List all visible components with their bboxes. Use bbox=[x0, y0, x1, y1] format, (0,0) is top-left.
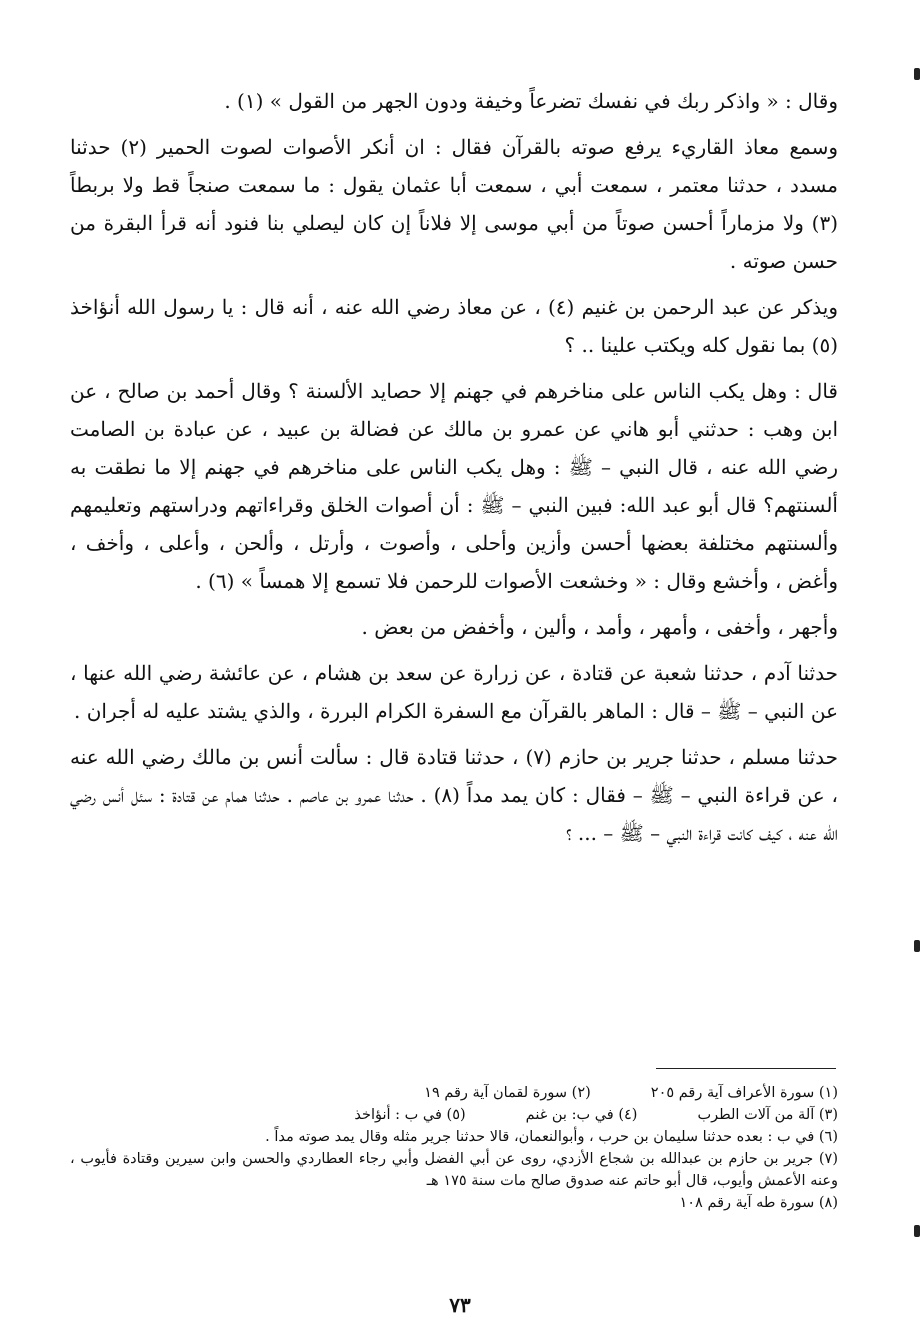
footnote-row bbox=[70, 1082, 838, 1104]
paragraph: حدثنا مسلم ، حدثنا جرير بن حازم (٧) ، حدثنا قتادة قال : سألت أنس بن مالك رضي الله عنه ، عن قراءة النبي – ﷺ – فقال : كان يمد مداً (٨) . حدثنا عمرو بن عاصم . حدثنا همام عن قتادة : سئل أنس رضي الله عنه ، كيف كانت قراءة النبي – ﷺ – ... ؟ bbox=[70, 745, 838, 845]
scan-edge-mark bbox=[914, 940, 920, 952]
footnote-7: (٧) جرير بن حازم بن عبدالله بن شجاع الأزدي، روى عن أبي الفضل وأبي رجاء العطاردي والحسن وابن سيرين وقتادة فأيوب ، وعنه الأعمش وأيوب، قال أبو حاتم عنه صدوق صالح مات سنة ١٧٥ هـ bbox=[70, 1151, 838, 1189]
footnote-5: (٥) في ب : أنؤاخذ bbox=[354, 1107, 466, 1123]
footnote-1: (١) سورة الأعراف آية رقم ٢٠٥ bbox=[650, 1085, 838, 1101]
paragraph: حدثنا آدم ، حدثنا شعبة عن قتادة ، عن زرارة عن سعد بن هشام ، عن عائشة رضي الله عنها ، عن النبي – ﷺ – قال : الماهر بالقرآن مع السفرة الكرام البررة ، والذي يشتد عليه له أجران . bbox=[70, 661, 838, 723]
paragraph: وسمع معاذ القاريء يرفع صوته بالقرآن فقال : ان أنكر الأصوات لصوت الحمير (٢) حدثنا مسدد ، حدثنا معتمر ، سمعت أبي ، سمعت أبا عثمان يقول : ما سمعت صنجاً قط ولا بربطاً (٣) ولا مزماراً أحسن صوتاً من أبي موسى إلا فلاناً إن كان ليصلي بنا فنود أنه قرأ البقرة من حسن صوته . bbox=[70, 135, 839, 273]
footnotes bbox=[70, 1082, 838, 1214]
main-text bbox=[70, 82, 838, 860]
paragraph: وقال : « واذكر ربك في نفسك تضرعاً وخيفة ودون الجهر من القول » (١) . bbox=[224, 89, 838, 113]
page-number: ٧٣ bbox=[449, 1293, 471, 1317]
footnote-6: (٦) في ب : بعده حدثنا سليمان بن حرب ، وأبوالنعمان، قالا حدثنا جرير مثله وقال يمد صوته مداً . bbox=[265, 1129, 838, 1145]
paragraph: وأجهر ، وأخفى ، وأمهر ، وأمد ، وألين ، وأخفض من بعض . bbox=[361, 615, 838, 639]
footnote-4: (٤) في ب: بن غنم bbox=[525, 1107, 638, 1123]
footnote-2: (٢) سورة لقمان آية رقم ١٩ bbox=[424, 1085, 591, 1101]
footnote-row bbox=[70, 1104, 838, 1126]
paragraph: قال : وهل يكب الناس على مناخرهم في جهنم إلا حصايد الألسنة ؟ وقال أحمد بن صالح ، عن ابن وهب : حدثني أبو هاني عن عمرو بن مالك عن فضالة بن عبيد ، عن عبادة بن الصامت رضي الله عنه ، قال النبي – ﷺ : وهل يكب الناس على مناخرهم في جهنم إلا ما نطقت به ألسنتهم؟ قال أبو عبد الله: فبين النبي – ﷺ : أن أصوات الخلق وقراءاتهم ودراستهم وتعليمهم وألسنتهم مختلفة بعضها أحسن وأزين وأحلى ، وأصوت ، وأرتل ، وألحن ، وأعلى ، وأخف ، وأغض ، وأخشع وقال : « وخشعت الأصوات للرحمن فلا تسمع إلا همساً » (٦) . bbox=[70, 379, 838, 593]
scan-edge-mark bbox=[914, 1225, 920, 1237]
footnote-8: (٨) سورة طه آية رقم ١٠٨ bbox=[679, 1195, 838, 1211]
footnote-divider bbox=[656, 1068, 836, 1069]
footnote-3: (٣) آلة من آلات الطرب bbox=[697, 1107, 838, 1123]
scan-edge-mark bbox=[914, 68, 920, 80]
paragraph: ويذكر عن عبد الرحمن بن غنيم (٤) ، عن معاذ رضي الله عنه ، أنه قال : يا رسول الله أنؤاخذ (٥) بما نقول كله ويكتب علينا .. ؟ bbox=[70, 295, 838, 357]
